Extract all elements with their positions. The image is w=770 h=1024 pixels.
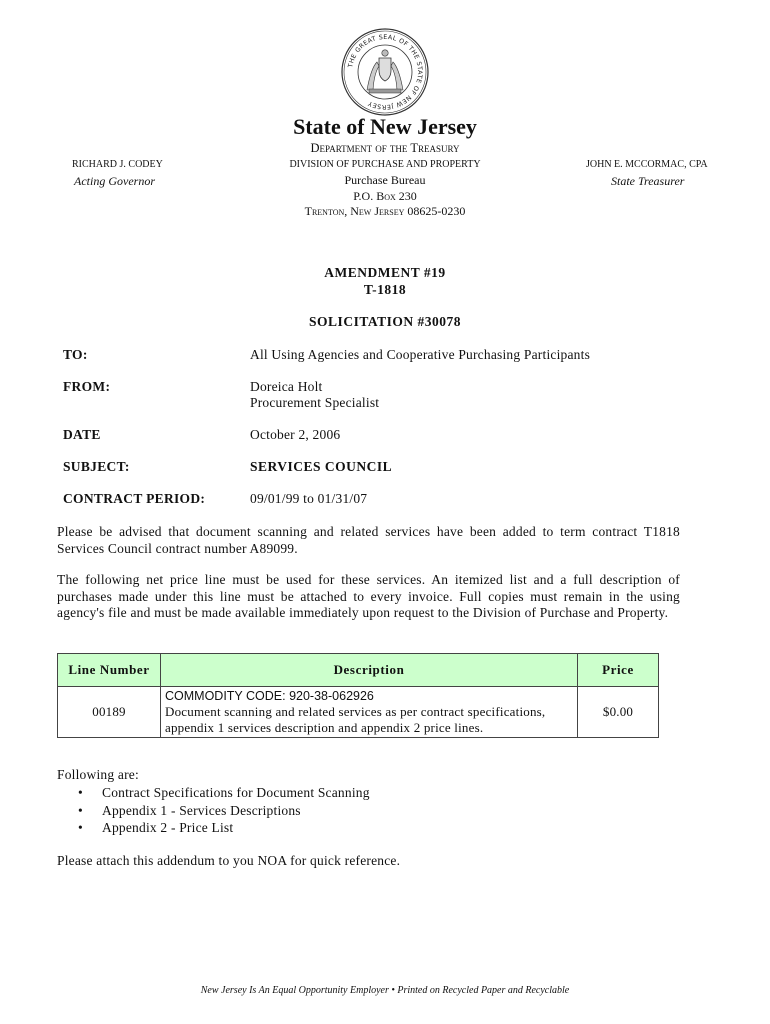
footer-text: New Jersey Is An Equal Opportunity Employer • Printed on Recycled Paper and Recyclable <box>200 985 570 996</box>
list-item: • Contract Specifications for Document Scanning <box>78 785 370 803</box>
description-text: Document scanning and related services as per contract specifications, appendix 1 services description and appendix 2 price lines. <box>165 704 546 735</box>
cell-price: $0.00 <box>578 687 659 738</box>
from-title: Procurement Specialist <box>250 395 380 410</box>
commodity-code: COMMODITY CODE: 920-38-062926 <box>165 689 374 703</box>
subject-value: SERVICES COUNCIL <box>250 459 393 474</box>
solicitation-number: SOLICITATION #30078 <box>309 314 461 329</box>
treasurer-title: State Treasurer <box>611 174 685 188</box>
amendment-title: AMENDMENT #19 <box>324 265 446 280</box>
header-line-number: Line Number <box>58 654 161 687</box>
treasurer-name: JOHN E. MCCORMAC, CPA <box>586 159 708 170</box>
bureau-name: Purchase Bureau <box>344 173 426 187</box>
cell-line-number: 00189 <box>58 687 161 738</box>
table-row <box>58 687 659 738</box>
list-item: • Appendix 1 - Services Descriptions <box>78 803 370 821</box>
to-value: All Using Agencies and Cooperative Purchasing Participants <box>250 347 591 362</box>
term-contract-number: T-1818 <box>363 282 407 297</box>
body-paragraph-1: Please be advised that document scanning and related services have been added to term contract T1818 Services Council contract number A89099. <box>57 524 680 556</box>
from-label: FROM: <box>63 379 111 394</box>
attachment-list <box>78 785 370 838</box>
subject-label: SUBJECT: <box>63 459 130 474</box>
governor-title: Acting Governor <box>74 174 155 188</box>
header-description: Description <box>161 654 578 687</box>
po-box: P.O. Box 230 <box>353 189 417 203</box>
date-label: DATE <box>63 427 101 442</box>
header-price: Price <box>578 654 659 687</box>
contract-period-value: 09/01/99 to 01/31/07 <box>250 491 368 506</box>
to-label: TO: <box>63 347 88 362</box>
closing-note: Please attach this addendum to you NOA for quick reference. <box>57 853 401 868</box>
contract-period-label: CONTRACT PERIOD: <box>63 491 206 506</box>
division-name: DIVISION OF PURCHASE AND PROPERTY <box>289 159 481 170</box>
date-value: October 2, 2006 <box>250 427 341 442</box>
price-line-table <box>57 653 659 738</box>
following-label: Following are: <box>57 767 139 782</box>
cell-description <box>161 687 578 738</box>
body-paragraph-2: The following net price line must be used for these services. An itemized list and a full description of purchases made under this line must be attached to every invoice. Full copies must remain in the using agency's file and must be made available immediately upon request to the Division of Purchase and Property. <box>57 572 680 620</box>
state-title: State of New Jersey <box>293 114 477 139</box>
list-item: • Appendix 2 - Price List <box>78 820 370 838</box>
state-seal-logo <box>341 28 429 116</box>
from-name: Doreica Holt <box>250 379 323 394</box>
department-name: Department of the Treasury <box>310 141 460 155</box>
city-address: Trenton, New Jersey 08625-0230 <box>304 204 466 218</box>
governor-name: RICHARD J. CODEY <box>72 159 163 170</box>
seal-text: THE GREAT SEAL OF THE STATE OF NEW JERSEY <box>347 33 424 111</box>
